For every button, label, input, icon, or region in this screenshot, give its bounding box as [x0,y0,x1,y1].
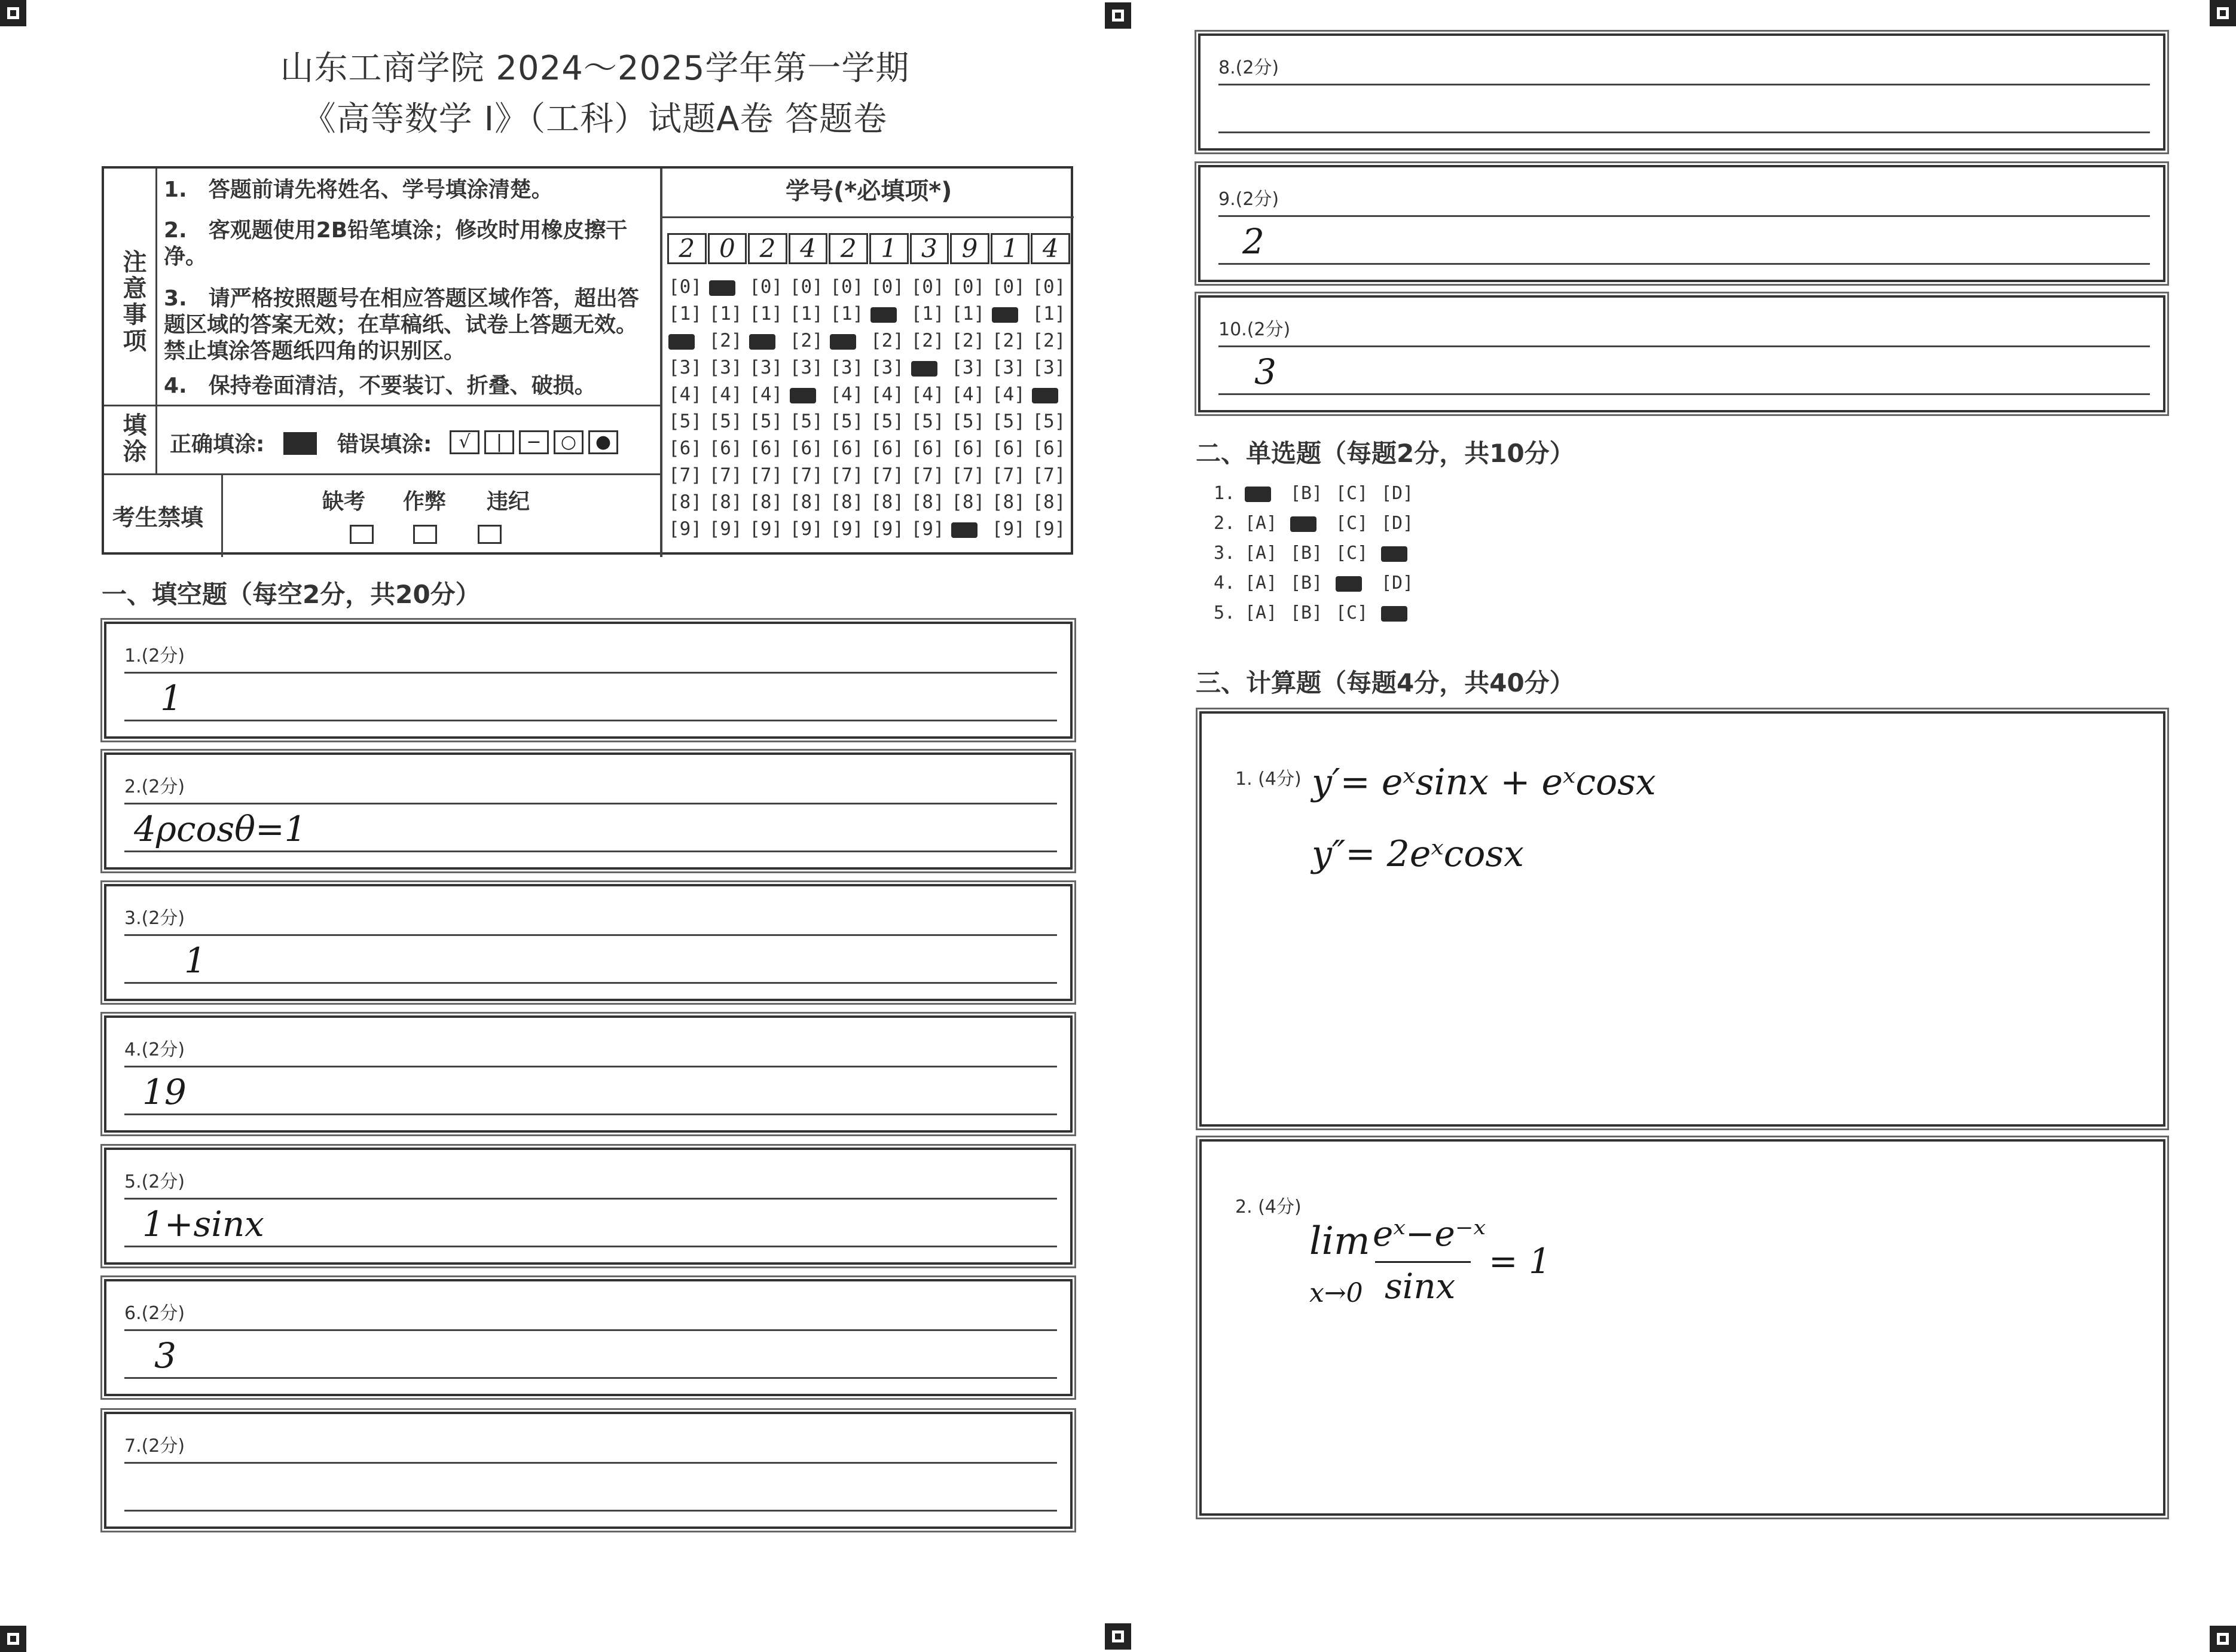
student-id-bubble[interactable]: [5] [951,411,985,432]
calc-question-2-numerator: eˣ−e⁻ˣ [1373,1213,1486,1254]
student-id-bubble[interactable]: [7] [911,464,945,486]
answer-line [124,720,1057,721]
single-choice-bubble[interactable]: [A] [1245,543,1278,564]
fill-in-question-5-answer[interactable]: 1+sinx [142,1204,264,1244]
fill-in-question-3-answer[interactable]: 1 [184,940,206,981]
student-id-bubble[interactable]: [3] [708,357,743,378]
student-id-bubble[interactable]: [2] [911,330,945,351]
fill-in-question-6-answer[interactable]: 3 [154,1335,176,1376]
student-id-bubble[interactable]: [5] [911,411,945,432]
student-id-bubble[interactable]: [6] [708,438,743,459]
student-id-bubble-filled[interactable] [668,334,695,350]
divider [104,405,661,406]
student-id-bubble-filled[interactable] [709,280,735,296]
fill-in-question-3-box [104,884,1073,1001]
notice-item-1: 1. 答题前请先将姓名、学号填涂清楚。 [164,178,553,202]
student-id-bubble[interactable]: [6] [789,438,823,459]
answer-line [124,1462,1057,1464]
student-id-bubble-grid [668,276,1073,551]
divider [155,169,157,473]
filled-mark [1381,546,1407,562]
student-id-bubble[interactable]: [1] [830,303,864,325]
fill-in-question-10-box [1198,295,2165,412]
student-id-bubble[interactable]: [8] [911,491,945,513]
answer-line [1218,263,2150,265]
answer-line [124,851,1057,852]
calc-question-2-result: = 1 [1489,1241,1551,1281]
student-id-bubble[interactable]: [8] [951,491,985,513]
student-id-bubble[interactable]: [0] [668,276,702,298]
student-id-bubble-filled[interactable] [911,361,937,377]
single-choice-number: 3. [1214,543,1236,564]
single-choice-number: 2. [1214,513,1236,534]
student-id-bubble[interactable]: [0] [911,276,945,298]
single-choice-bubble[interactable]: [B] [1290,573,1323,594]
student-id-digits [667,233,1071,267]
student-id-bubble[interactable]: [9] [789,518,823,540]
wrong-example-dash: − [519,430,549,454]
fill-in-question-6-box [104,1279,1073,1396]
single-choice-row [1214,573,1426,594]
student-id-bubble[interactable]: [2] [708,330,743,351]
student-id-bubble[interactable]: [5] [708,411,743,432]
student-id-bubble[interactable]: [3] [951,357,985,378]
student-id-bubble[interactable]: [7] [870,464,904,486]
student-id-bubble[interactable]: [0] [830,276,864,298]
student-id-bubble[interactable]: [2] [789,330,823,351]
student-id-bubble[interactable]: [0] [789,276,823,298]
student-id-bubble[interactable]: [1] [911,303,945,325]
student-id-bubble[interactable]: [8] [789,491,823,513]
answer-line [124,1510,1057,1512]
student-id-digit-8[interactable]: 9 [950,233,989,264]
student-id-bubble[interactable]: [5] [870,411,904,432]
fill-wrong-label: 错误填涂: [337,432,432,457]
student-id-bubble[interactable]: [1] [951,303,985,325]
student-id-bubble[interactable]: [4] [668,384,702,405]
fill-in-question-4-label: 4.(2分) [124,1039,185,1060]
fill-in-question-2-label: 2.(2分) [124,776,185,797]
student-id-bubble[interactable]: [6] [911,438,945,459]
fill-in-question-8-box [1198,33,2165,151]
student-id-bubble[interactable]: [4] [870,384,904,405]
answer-line [1218,215,2150,217]
fill-in-question-9-answer[interactable]: 2 [1242,221,1264,262]
student-id-bubble[interactable]: [2] [870,330,904,351]
answer-line [124,1066,1057,1067]
student-id-bubble[interactable]: [9] [911,518,945,540]
student-id-bubble[interactable]: [1] [749,303,783,325]
calc-section-title: 三、计算题（每题4分，共40分） [1196,668,1575,697]
fill-in-question-1-box [104,622,1073,739]
exam-subtitle: 《高等数学 I》（工科）试题A卷 答题卷 [302,100,888,139]
single-choice-bubble[interactable]: [B] [1290,543,1323,564]
student-id-bubble-filled[interactable] [992,307,1018,323]
student-id-bubble[interactable]: [6] [749,438,783,459]
single-choice-number: 1. [1214,483,1236,504]
student-id-bubble[interactable]: [1] [1032,303,1066,325]
single-choice-bubble[interactable]: [C] [1336,483,1369,504]
single-choice-bubble[interactable]: [A] [1245,602,1278,623]
forbidden-violation-label: 违纪 [487,490,530,514]
fill-in-question-10-answer[interactable]: 3 [1254,351,1276,392]
single-choice-number: 4. [1214,573,1236,594]
student-id-bubble[interactable]: [9] [668,518,702,540]
student-id-bubble[interactable]: [4] [911,384,945,405]
student-id-bubble[interactable]: [0] [951,276,985,298]
divider [660,216,1074,218]
student-id-bubble-filled[interactable] [749,334,775,350]
student-id-digit-4[interactable]: 4 [789,233,828,264]
answer-line [1218,345,2150,347]
student-id-digit-3[interactable]: 2 [748,233,787,264]
student-id-bubble[interactable]: [3] [668,357,702,378]
filled-mark [1381,606,1407,622]
student-id-bubble[interactable]: [7] [991,464,1025,486]
student-id-bubble[interactable]: [5] [1032,411,1066,432]
student-id-bubble[interactable]: [8] [991,491,1025,513]
student-id-bubble[interactable]: [7] [668,464,702,486]
answer-line [124,1377,1057,1379]
answer-line [124,803,1057,804]
fill-in-question-9-box [1198,165,2165,282]
filled-mark [1290,516,1316,532]
student-id-bubble[interactable]: [5] [830,411,864,432]
fill-in-question-6-label: 6.(2分) [124,1303,185,1324]
fill-in-question-1-label: 1.(2分) [124,645,185,666]
answer-line [124,1329,1057,1331]
info-table [102,166,1073,555]
calc-question-2-label: 2. (4分) [1235,1197,1302,1217]
wrong-example-bar: | [484,430,514,454]
forbidden-cheat-checkbox[interactable] [413,525,437,544]
student-id-digit-7[interactable]: 3 [910,233,949,264]
student-id-bubble[interactable]: [0] [870,276,904,298]
filled-mark [1245,487,1271,502]
calc-question-1-line-2: y″= 2eˣcosx [1312,833,1524,875]
student-id-bubble[interactable]: [9] [870,518,904,540]
fill-guide-label: 填涂 [119,412,146,465]
single-choice-bubble[interactable]: [C] [1336,543,1369,564]
fill-in-question-7-label: 7.(2分) [124,1436,185,1457]
calc-question-2-fraction-bar [1375,1261,1471,1263]
calc-question-1-label: 1. (4分) [1235,769,1302,790]
fill-in-question-9-label: 9.(2分) [1218,189,1279,210]
student-id-bubble[interactable]: [9] [1032,518,1066,540]
fill-in-question-1-answer[interactable]: 1 [160,678,182,718]
student-id-bubble[interactable]: [6] [870,438,904,459]
single-choice-bubble[interactable]: [A] [1245,573,1278,594]
student-id-bubble[interactable]: [8] [1032,491,1066,513]
forbidden-absent-label: 缺考 [322,490,366,514]
single-choice-bubble[interactable]: [B] [1290,483,1323,504]
student-id-bubble[interactable]: [2] [991,330,1025,351]
student-id-label: 学号(*必填项*) [786,178,952,205]
fill-in-question-2-box [104,752,1073,870]
student-id-bubble[interactable]: [0] [749,276,783,298]
student-id-bubble[interactable]: [8] [749,491,783,513]
fill-in-question-2-answer[interactable]: 4ρcosθ=1 [134,809,307,849]
corner-mark-top-left [0,0,26,26]
fill-correct-sample [283,432,317,455]
student-id-digit-1[interactable]: 2 [667,233,707,264]
student-id-bubble[interactable]: [3] [870,357,904,378]
fill-wrong-examples [450,430,623,454]
student-id-bubble[interactable]: [9] [830,518,864,540]
answer-line [124,934,1057,936]
fill-correct-label: 正确填涂: [170,432,265,457]
fill-in-question-4-box [104,1015,1073,1133]
answer-line [1218,84,2150,85]
wrong-example-circle: ○ [554,430,584,454]
student-id-bubble[interactable]: [1] [708,303,743,325]
corner-mark-top-right [2210,0,2236,26]
student-id-bubble[interactable]: [3] [789,357,823,378]
single-choice-bubble[interactable]: [D] [1381,513,1414,534]
single-choice-bubble[interactable]: [D] [1381,573,1414,594]
calc-question-1-line-1: y′= eˣsinx + eˣcosx [1312,761,1656,803]
notice-item-3: 3. 请严格按照题号在相应答题区域作答，超出答题区域的答案无效；在草稿纸、试卷上答题无效。禁止填涂答题纸四角的识别区。 [164,286,639,363]
answer-line [124,1113,1057,1115]
student-id-bubble-filled[interactable] [830,334,856,350]
answer-line [1218,131,2150,133]
student-id-bubble[interactable]: [1] [668,303,702,325]
student-id-bubble-filled[interactable] [951,522,978,538]
single-choice-bubble-filled[interactable] [1381,602,1426,623]
student-id-bubble[interactable]: [3] [830,357,864,378]
student-id-bubble[interactable]: [5] [991,411,1025,432]
student-id-bubble[interactable]: [6] [830,438,864,459]
single-choice-bubble[interactable]: [A] [1245,513,1278,534]
student-id-digit-9[interactable]: 1 [991,233,1030,264]
notice-item-2: 2. 客观题使用2B铅笔填涂；修改时用橡皮擦干净。 [164,218,628,269]
forbidden-violation-checkbox[interactable] [478,525,502,544]
student-id-bubble[interactable]: [1] [789,303,823,325]
student-id-bubble-filled[interactable] [1032,388,1058,403]
student-id-bubble[interactable]: [4] [708,384,743,405]
fill-in-question-3-label: 3.(2分) [124,908,185,929]
forbidden-cheat-label: 作弊 [403,490,447,514]
student-id-bubble[interactable]: [4] [749,384,783,405]
student-id-bubble[interactable]: [9] [991,518,1025,540]
student-id-bubble[interactable]: [8] [870,491,904,513]
student-id-digit-6[interactable]: 1 [869,233,909,264]
single-choice-section-title: 二、单选题（每题2分，共10分） [1196,439,1575,468]
corner-mark-bottom-left [0,1626,26,1652]
student-id-bubble[interactable]: [8] [708,491,743,513]
divider [221,473,223,557]
student-id-bubble-filled[interactable] [790,388,816,403]
calc-question-2-denominator: sinx [1385,1266,1456,1307]
single-choice-bubble-filled[interactable] [1381,543,1426,564]
student-id-bubble[interactable]: [4] [951,384,985,405]
answer-line [1218,393,2150,395]
student-id-bubble[interactable]: [5] [749,411,783,432]
student-id-bubble[interactable]: [3] [1032,357,1066,378]
fill-in-question-8-label: 8.(2分) [1218,57,1279,78]
student-id-bubble[interactable]: [8] [830,491,864,513]
answer-line [124,982,1057,984]
student-id-bubble[interactable]: [6] [668,438,702,459]
single-choice-number: 5. [1214,602,1236,623]
student-id-bubble[interactable]: [6] [991,438,1025,459]
answer-line [124,1246,1057,1247]
fill-in-section-title: 一、填空题（每空2分，共20分） [102,580,481,609]
student-id-digit-2[interactable]: 0 [708,233,747,264]
single-choice-row [1214,483,1426,504]
answer-line [124,1198,1057,1200]
student-id-bubble[interactable]: [5] [789,411,823,432]
student-id-bubble[interactable]: [5] [668,411,702,432]
student-id-bubble[interactable]: [6] [951,438,985,459]
student-id-bubble[interactable]: [7] [830,464,864,486]
single-choice-bubble[interactable]: [C] [1336,602,1369,623]
student-id-bubble[interactable]: [3] [991,357,1025,378]
student-id-bubble[interactable]: [0] [1032,276,1066,298]
corner-mark-top-center [1105,2,1131,29]
single-choice-row [1214,513,1426,534]
single-choice-bubble[interactable]: [D] [1381,483,1414,504]
single-choice-bubble[interactable]: [B] [1290,602,1323,623]
forbidden-absent-checkbox[interactable] [350,525,374,544]
student-id-bubble[interactable]: [0] [991,276,1025,298]
student-id-digit-10[interactable]: 4 [1031,233,1070,264]
student-id-bubble[interactable]: [2] [1032,330,1066,351]
notice-item-4: 4. 保持卷面清洁，不要装订、折叠、破损。 [164,374,596,398]
single-choice-bubble-filled[interactable] [1245,483,1290,504]
student-id-bubble[interactable]: [4] [991,384,1025,405]
student-id-bubble[interactable]: [8] [668,491,702,513]
calc-question-2-box [1199,1139,2165,1516]
single-choice-row [1214,602,1426,623]
filled-mark [1336,576,1362,592]
exam-title: 山东工商学院 2024～2025学年第一学期 [280,49,910,88]
wrong-example-dot: ● [588,430,618,454]
student-id-bubble[interactable]: [3] [749,357,783,378]
student-id-bubble[interactable]: [7] [749,464,783,486]
calc-question-1-box [1199,711,2165,1127]
corner-mark-bottom-right [2210,1626,2236,1652]
student-id-bubble[interactable]: [7] [789,464,823,486]
notice-label: 注意事项 [119,249,146,354]
forbidden-label: 考生禁填 [112,504,204,531]
calc-question-2-sub: x→0 [1309,1278,1363,1308]
wrong-example-check: √ [450,430,479,454]
student-id-bubble[interactable]: [9] [708,518,743,540]
student-id-bubble[interactable]: [7] [708,464,743,486]
student-id-bubble[interactable]: [6] [1032,438,1066,459]
fill-in-question-7-box [104,1412,1073,1529]
single-choice-bubble-filled[interactable] [1290,513,1336,534]
student-id-bubble[interactable]: [9] [749,518,783,540]
student-id-bubble[interactable]: [7] [951,464,985,486]
fill-in-question-10-label: 10.(2分) [1218,319,1291,340]
student-id-bubble[interactable]: [7] [1032,464,1066,486]
fill-in-question-5-label: 5.(2分) [124,1171,185,1192]
single-choice-bubble-filled[interactable] [1336,573,1381,594]
fill-in-question-5-box [104,1148,1073,1265]
student-id-bubble[interactable]: [4] [830,384,864,405]
student-id-digit-5[interactable]: 2 [829,233,868,264]
student-id-bubble[interactable]: [2] [951,330,985,351]
single-choice-bubble[interactable]: [C] [1336,513,1369,534]
divider [660,169,662,557]
single-choice-row [1214,543,1426,564]
fill-in-question-4-answer[interactable]: 19 [142,1072,187,1112]
calc-question-2-lim: lim [1309,1219,1370,1264]
student-id-bubble-filled[interactable] [870,307,897,323]
corner-mark-bottom-center [1105,1623,1131,1650]
answer-line [124,672,1057,674]
divider [104,473,661,475]
